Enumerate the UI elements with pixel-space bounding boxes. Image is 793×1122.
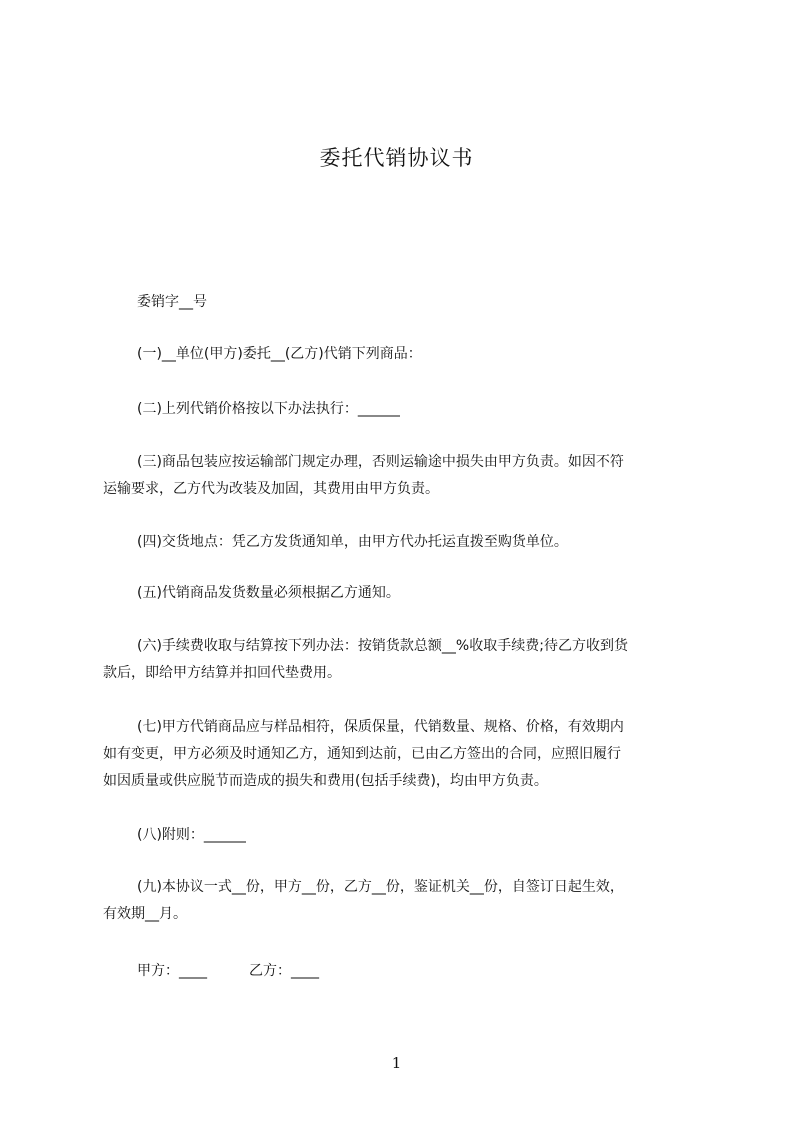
clause-line: (一)__单位(甲方)委托__(乙方)代销下列商品： — [137, 346, 422, 362]
reference-number — [103, 289, 703, 316]
clause-5 — [103, 580, 703, 607]
document-title: 委托代销协议书 — [319, 146, 474, 170]
clause-line: (七)甲方代销商品应与样品相符，保质保量，代销数量、规格、价格，有效期内 — [137, 719, 624, 735]
clause-7 — [103, 714, 703, 795]
clause-line: 款后，即给甲方结算并扣回代垫费用。 — [103, 665, 341, 681]
clause-line: (三)商品包装应按运输部门规定办理，否则运输途中损失由甲方负责。如因不符 — [137, 454, 624, 470]
party-a-signature: 甲方：____ — [137, 963, 207, 979]
clause-line: 运输要求，乙方代为改装及加固，其费用由甲方负责。 — [103, 481, 439, 497]
clause-line: 如有变更，甲方必须及时通知乙方，通知到达前，已由乙方签出的合同，应照旧履行 — [103, 746, 621, 762]
clause-line: (八)附则：______ — [137, 827, 246, 843]
clause-3 — [103, 449, 703, 503]
signature-block — [137, 958, 319, 985]
clause-4 — [103, 529, 703, 556]
clause-8 — [103, 822, 703, 849]
clause-line: (六)手续费收取与结算按下列办法：按销货款总额__%收取手续费;待乙方收到货 — [137, 638, 628, 654]
clause-line: 如因质量或供应脱节而造成的损失和费用(包括手续费)，均由甲方负责。 — [103, 773, 548, 789]
clause-line: 有效期__月。 — [103, 906, 187, 922]
clause-line: (五)代销商品发货数量必须根据乙方通知。 — [137, 585, 400, 601]
clause-2 — [103, 396, 703, 423]
reference-number-text: 委销字__号 — [137, 294, 207, 310]
clause-line: (二)上列代销价格按以下办法执行：______ — [137, 401, 400, 417]
clause-line: (九)本协议一式__份，甲方__份，乙方__份，鉴证机关__份，自签订日起生效， — [137, 879, 624, 895]
clause-9 — [103, 874, 703, 928]
clause-line: (四)交货地点：凭乙方发货通知单，由甲方代办托运直拨至购货单位。 — [137, 534, 568, 550]
clause-1 — [103, 341, 703, 368]
clause-6 — [103, 633, 703, 687]
party-b-signature: 乙方：____ — [249, 963, 319, 979]
page-number: 1 — [391, 1054, 402, 1072]
